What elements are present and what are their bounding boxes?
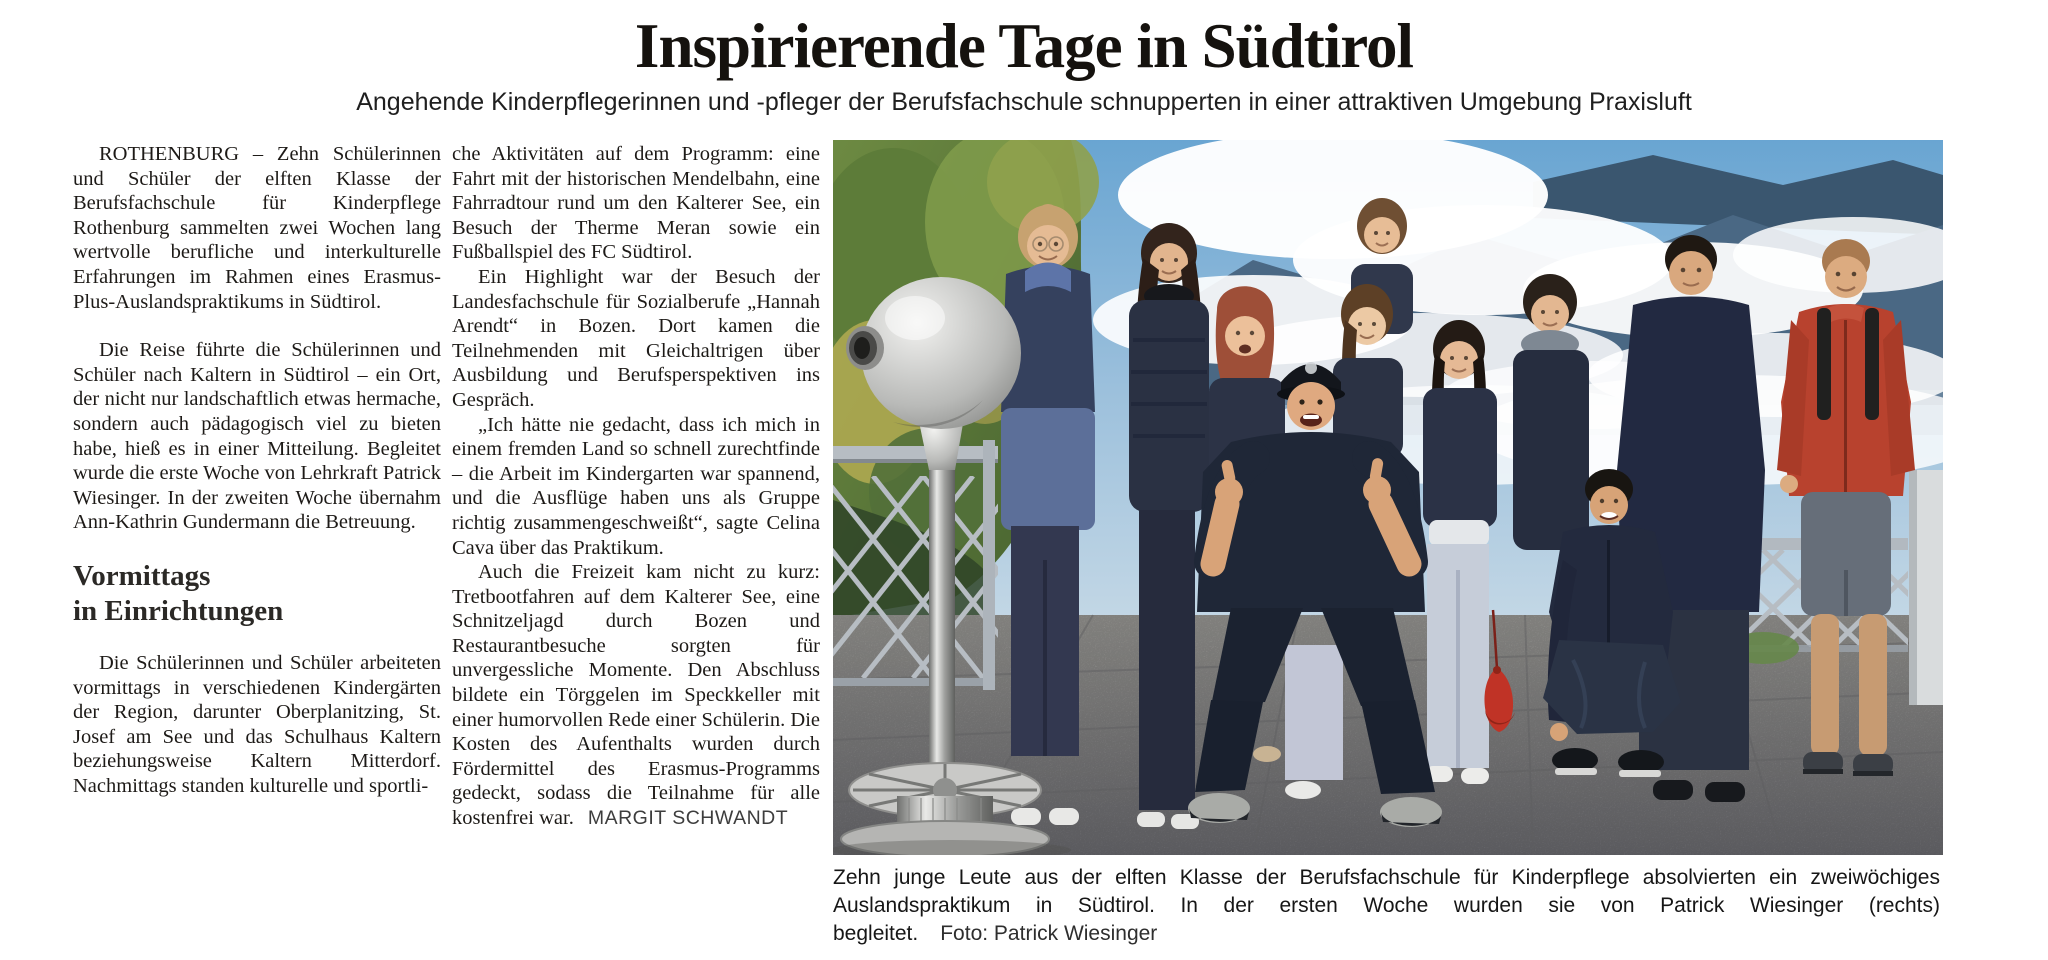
paragraph: Die Schülerinnen und Schüler arbeiteten vormittags in verschiedenen Kindergärten der Region, darunter Oberplanitzing, St. Josef am See und das Schulhaus Kaltern beziehungsweise Kaltern Mitterdorf. Nachmittags standen kulturelle und sportli- bbox=[73, 651, 441, 797]
paragraph: Die Reise führte die Schülerinnen und Schüler nach Kaltern in Südtirol – ein Ort, der nicht nur landschaftlich etwas hermache, sondern auch pädagogisch viel zu bieten habe, hieß es in einer Mitteilung. Begleitet wurde die erste Woche von Lehrkraft Patrick Wiesinger. In der zweiten Woche übernahm Ann-Kathrin Gundermann die Betreuung. bbox=[73, 339, 441, 534]
paragraph-text: Auch die Freizeit kam nicht zu kurz: Tretbootfahren auf dem Kalterer See, eine Schnitzeljagd durch Bozen und Restaurantbesuche sorgten für unvergessliche Momente. Den Abschluss bildete ein Törggelen im Speckkeller mit einer humorvollen Rede einer Schülerin. Die Kosten des Aufenthalts wurden durch Fördermittel des Erasmus-Programms gedeckt, sodass die Teilnahme für alle kostenfrei war. bbox=[452, 561, 820, 830]
paragraph-with-byline bbox=[452, 560, 820, 831]
text-column-2 bbox=[452, 142, 820, 831]
article-headline: Inspirierende Tage in Südtirol bbox=[634, 11, 1414, 81]
paragraph: „Ich hätte nie gedacht, dass ich mich in einem fremden Land so schnell zurechtfinde – die Arbeit im Kindergarten war spannend, und die Ausflüge haben uns als Gruppe richtig zusammengeschweißt“, sagte Celina Cava über das Praktikum. bbox=[452, 413, 820, 559]
section-subhead-line: in Einrichtungen bbox=[73, 594, 284, 627]
light-trousers bbox=[1285, 645, 1343, 780]
paragraph: Ein Highlight war der Besuch der Landesfachschule für Sozialberufe „Hannah Arendt“ in Bozen. Dort kamen die Teilnehmenden mit Gleichaltrigen über Ausbildung und Berufsperspektiven ins Gespräch. bbox=[452, 265, 820, 411]
paragraph: ROTHENBURG – Zehn Schülerinnen und Schüler der elften Klasse der Berufsfachschule für Kinderpflege Rothenburg sammelten zwei Wochen lang wertvolle berufliche und interkulturelle Erfahrungen im Rahmen eines Erasmus-Plus-Auslandspraktikums in Südtirol. bbox=[73, 143, 441, 313]
article-subheadline: Angehende Kinderpflegerinnen und -pfleger der Berufsfachschule schnupperten in einer attraktiven Umgebung Praxisluft bbox=[356, 88, 1692, 116]
paragraph: che Aktivitäten auf dem Programm: eine Fahrt mit der historischen Mendelbahn, eine Fahrradtour rund um den Kalterer See, ein Besuch der Therme Meran sowie ein Fußballspiel des FC Südtirol. bbox=[452, 143, 820, 264]
backpack-strap bbox=[1865, 308, 1879, 420]
caption-text: Zehn junge Leute aus der elften Klasse der Berufsfachschule für Kinderpflege absolvierten ein zweiwöchiges Auslandspraktikum in Südtirol. In der ersten Woche wurden sie von Patrick Wiesinger (rechts) begleitet. bbox=[833, 866, 1940, 945]
text-column-1 bbox=[73, 142, 441, 822]
author-byline: MARGIT SCHWANDT bbox=[587, 807, 789, 830]
photo-caption bbox=[833, 864, 1940, 948]
section-subhead bbox=[73, 559, 441, 629]
group-photo bbox=[833, 140, 1943, 855]
group-photo-illustration bbox=[833, 140, 1943, 855]
telescope-eyepiece bbox=[854, 337, 870, 359]
section-subhead-line: Vormittags bbox=[73, 559, 211, 592]
photo-credit: Foto: Patrick Wiesinger bbox=[940, 922, 1158, 945]
backpack-strap bbox=[1817, 308, 1831, 420]
